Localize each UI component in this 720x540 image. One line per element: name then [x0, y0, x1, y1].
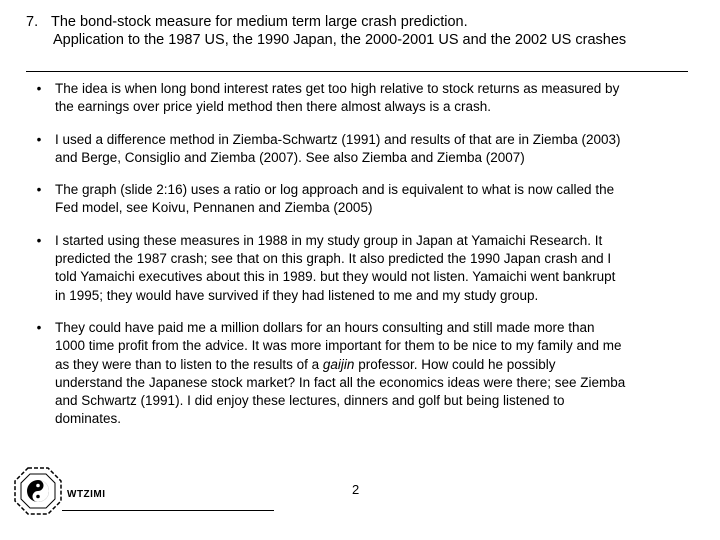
- bullet-item: [34, 131, 694, 168]
- bullet-text: I started using these measures in 1988 in my study group in Japan at Yamaichi Research. It predicted the 1987 crash; see that on this graph. It also predicted the 1990 Japan crash and I told Yamaichi executives about this in 1989. but they would not listen. Yamaichi went bankrupt in 1995; they would have survived if they had listened to me and my study group.: [55, 232, 616, 303]
- bullet-list: [34, 80, 694, 443]
- page-number: 2: [352, 482, 360, 497]
- bullet-item: [34, 80, 694, 117]
- slide-number: 7.: [26, 14, 39, 30]
- title-line-2: Application to the 1987 US, the 1990 Japan, the 2000-2001 US and the 2002 US crashes: [53, 32, 627, 48]
- bullet-dot: •: [36, 131, 42, 147]
- bullet-item: [34, 181, 694, 218]
- bullet-item: [34, 319, 694, 429]
- bullet-text: The idea is when long bond interest rates get too high relative to stock returns as measured by the earnings over price yield method then there almost always is a crash.: [55, 81, 620, 115]
- bullet-dot: •: [36, 319, 42, 335]
- bullet-dot: •: [36, 81, 42, 96]
- bullet-dot: •: [36, 232, 42, 248]
- bullet-dot: •: [36, 182, 42, 198]
- footer-brand: WTZIMI: [67, 489, 106, 500]
- trigram-logo-icon: [13, 466, 63, 516]
- bullet-item: [34, 232, 694, 305]
- title-line-1: The bond-stock measure for medium term large crash prediction.: [51, 14, 468, 30]
- italic-word: gaijin: [322, 356, 355, 372]
- footer-divider: [62, 510, 274, 511]
- bullet-text: The graph (slide 2:16) uses a ratio or log approach and is equivalent to what is now called the Fed model, see Koivu, Pennanen and Ziemba (2005): [55, 182, 615, 216]
- title-divider: [26, 71, 688, 72]
- bullet-text: They could have paid me a million dollars for an hours consulting and still made more than 1000 time profit from the advice. It was more important for them to be nice to my family and me as they were than to listen to the results of a gaijin professor. How could he possibly understand the Japanese stock market? In fact all the economics ideas were there; see Ziemba and Schwartz (1991). I did enjoy these lectures, dinners and golf but being listened to dominates.: [55, 319, 626, 427]
- bullet-text: I used a difference method in Ziemba-Schwartz (1991) and results of that are in Ziemba (2003) and Berge, Consiglio and Ziemba (2007). See also Ziemba and Ziemba (2007): [55, 131, 621, 165]
